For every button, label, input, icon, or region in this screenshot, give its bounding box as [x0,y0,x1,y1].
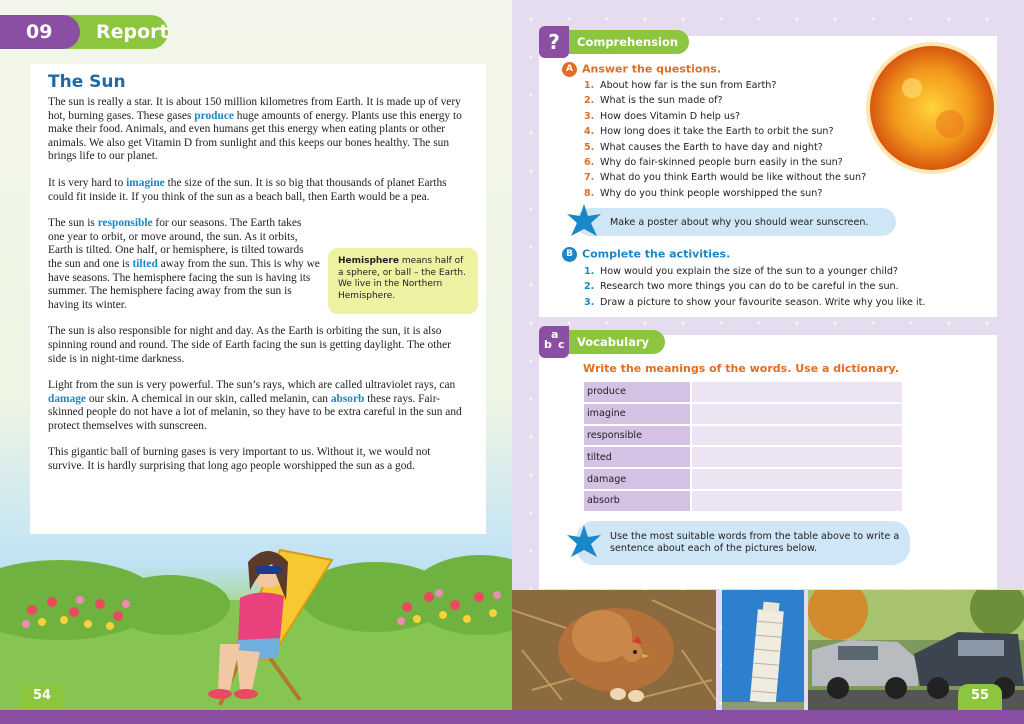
meaning-field[interactable] [690,491,902,513]
keyword-responsible: responsible [97,217,153,230]
article-paragraph: This gigantic ball of burning gases is very important to us. Without it, we would not survive. It is hardly surprising that long ago people worshipped the sun as a god. [48,446,431,473]
unit-title: Report [96,21,169,43]
table-row: responsible [584,426,902,448]
note-text: means half of a sphere, or ball – the Earth. We live in the Northern Hemisphere. [338,256,466,301]
left-page-number: 54 [20,684,64,724]
sun-image [862,38,1002,178]
article-paragraph: It is very hard to imagine the size of the sun. It is so big that thousands of planet Earths could fit inside it. If you think of the sun as a beach ball, then Earth would be a pea. [48,176,447,203]
hemisphere-note [328,248,478,314]
leaning-tower-photo [722,590,804,710]
article-paragraph: The sun is also responsible for night and day. As the Earth is orbiting the sun, it is also spinning round and round. The side of Earth facing the sun is getting daylight. The other side is in night-time darkness. [48,325,451,365]
list-item: 3. How does Vitamin D help us? [584,110,741,122]
keyword-imagine: imagine [126,176,165,189]
note-term: Hemisphere [338,256,399,266]
vocabulary-tab [539,330,665,354]
meaning-field[interactable] [690,469,902,491]
sentence-task-text: Use the most suitable words from the table above to write a sentence about each of the pictures below. [610,530,900,554]
article-title: The Sun [48,72,126,92]
abc-icon: b a c [539,326,569,358]
questions-list [584,78,866,201]
poster-task-text: Make a poster about why you should wear sunscreen. [610,216,869,228]
section-b-title: Complete the activities. [582,247,731,261]
list-item: 2. Research two more things you can do to be careful in the sun. [584,281,899,293]
vocab-table [584,382,902,513]
bottom-bar [0,710,512,724]
list-item: 7. What do you think Earth would be like without the sun? [584,172,867,184]
girl-in-deckchair-illustration [160,540,340,710]
meaning-field[interactable] [690,426,902,448]
table-row: produce [584,382,902,404]
sentence-task-banner [576,521,910,565]
list-item: 3. Draw a picture to show your favourite season. Write why you like it. [584,296,926,308]
poster-task-banner [576,208,896,236]
comprehension-tab [539,30,689,54]
section-a-title: Answer the questions. [582,62,722,76]
list-item: 8. Why do you think people worshipped the sun? [584,187,823,199]
hen-photo [512,590,716,710]
star-icon [564,202,604,242]
vocab-instruction: Write the meanings of the words. Use a dictionary. [583,362,900,375]
table-row: damage [584,469,902,491]
list-item: 1. About how far is the sun from Earth? [584,80,777,91]
flowers-right [395,585,505,635]
meaning-field[interactable] [690,447,902,469]
list-item: 2. What is the sun made of? [584,95,723,107]
meaning-field[interactable] [690,404,902,426]
section-b-badge: B [562,247,577,262]
flowers-left [22,590,132,640]
list-item: 4. How long does it take the Earth to orbit the sun? [584,126,834,138]
keyword-tilted: tilted [132,257,158,270]
right-page [512,0,1024,724]
table-row: tilted [584,447,902,469]
table-row: absorb [584,491,902,513]
star-icon [564,523,604,563]
section-a-badge: A [562,62,577,77]
article-paragraph: Light from the sun is very powerful. The sun’s rays, which are called ultraviolet rays, can damage our skin. A chemical in our skin, called melanin, can absorb these rays. Fair-skinned people do not have a lot of melanin, so they have to be extra careful in the sun and protect themselves with sunscreen. [48,379,462,432]
article-paragraph: The sun is responsible for our seasons. The Earth takes one year to orbit, or move around, the sun. As it orbits, Earth is tilted. One half, or hemisphere, is tilted towards the sun and one is tilted away from the sun. This is why we have seasons. The hemisphere facing the sun is having its summer. The hemisphere facing away from the sun is having its winter. [48,217,320,311]
vocabulary-label: Vocabulary [577,335,650,349]
right-page-number: 55 [958,684,1002,724]
question-icon: ? [539,26,569,58]
unit-number: 09 [26,21,53,43]
keyword-produce: produce [194,109,234,122]
activities-list [584,264,925,310]
list-item: 6. Why do fair-skinned people burn easily in the sun? [584,156,843,168]
section-a-heading [562,62,721,77]
article-paragraph: The sun is really a star. It is about 150 million kilometres from Earth. It is made up of very hot, burning gases. These gases produce huge amounts of energy. Plants use this energy to make their food. Animals, and even humans get this energy when eating plants or other animals. We also get Vitamin D from sunlight and this keeps our bones healthy. The sun brings life to our planet. [48,96,462,163]
unit-number-tab [0,15,80,49]
list-item: 5. What causes the Earth to have day and night? [584,141,823,153]
keyword-damage: damage [48,392,86,405]
table-row: imagine [584,404,902,426]
section-b-heading [562,247,730,262]
comprehension-label: Comprehension [577,35,679,49]
meaning-field[interactable] [690,382,902,404]
bottom-bar [512,710,1024,724]
list-item: 1. How would you explain the size of the sun to a younger child? [584,266,899,277]
keyword-absorb: absorb [330,392,365,405]
